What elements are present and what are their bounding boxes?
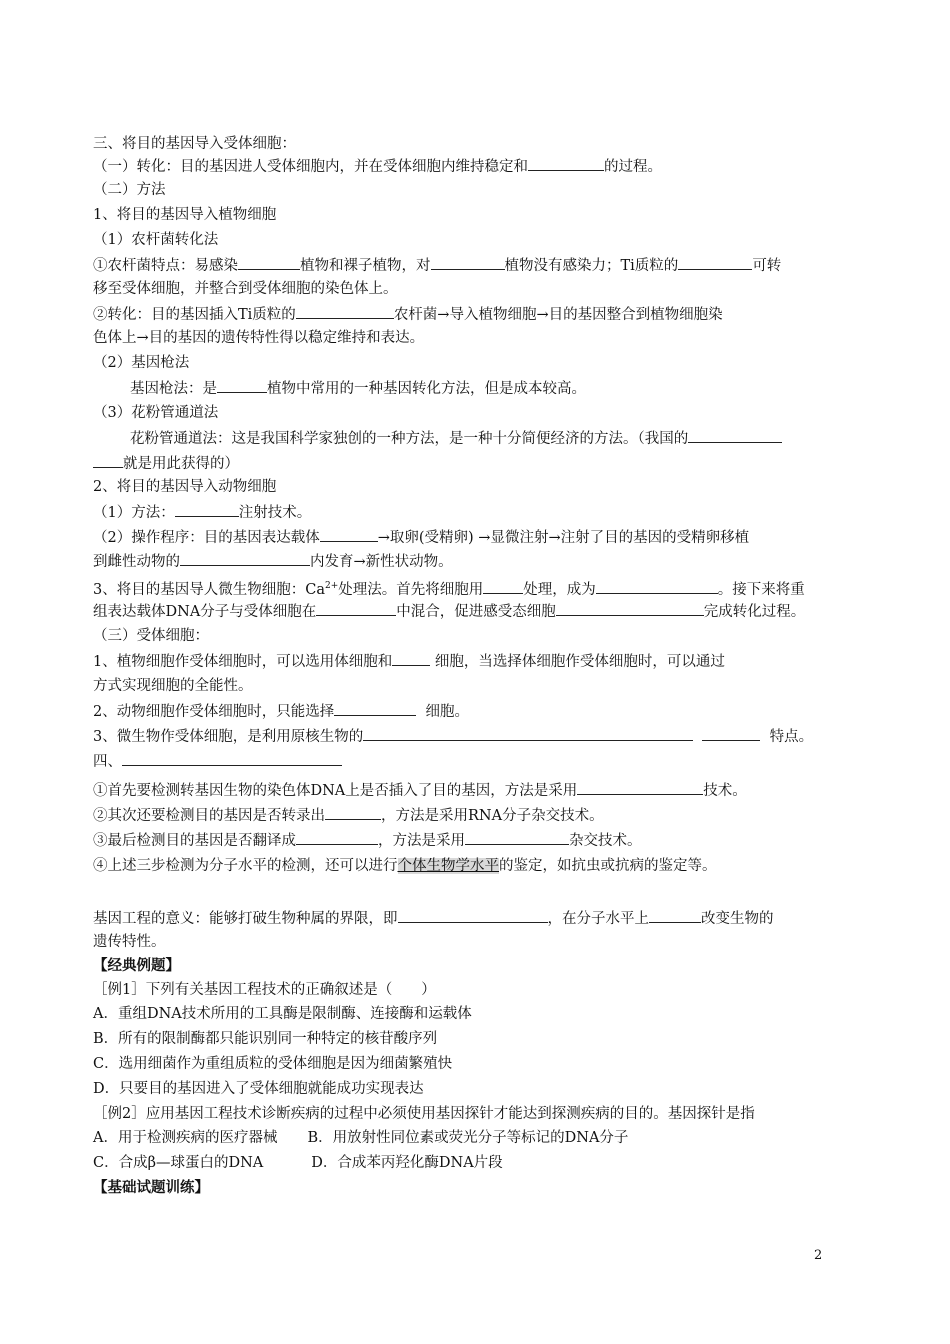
practice-heading: 【基础试题训练】 (93, 1179, 209, 1196)
blank (431, 255, 505, 270)
text: 技术。 (703, 783, 747, 799)
blank (363, 726, 693, 741)
section-4-title (93, 751, 342, 772)
text: （2）操作程序：目的基因表达载体 (93, 530, 320, 546)
microbe-line (93, 576, 805, 600)
text: 中混合，促进感受态细胞 (396, 604, 556, 620)
agro-transform-line (93, 304, 723, 325)
text: →取卵(受精卵) →显微注射→注射了目的基因的受精卵移植 (377, 530, 750, 546)
blank (217, 378, 267, 393)
animal-procedure-line (93, 527, 749, 548)
text: 植物中常用的一种基因转化方法，但是成本较高。 (267, 381, 586, 397)
superscript: 2+ (324, 581, 339, 591)
agro-heading: （1）农杆菌转化法 (93, 232, 219, 248)
text: 细胞，当选择体细胞作受体细胞时，可以通过 (434, 654, 725, 670)
text: 改变生物的 (701, 911, 774, 927)
text: 的过程。 (604, 159, 662, 175)
blank (596, 579, 718, 594)
text: 。接下来将重 (717, 581, 805, 598)
text: A．用于检测疾病的医疗器械 (93, 1130, 278, 1146)
text: D．合成苯丙羟化酶DNA片段 (311, 1155, 503, 1171)
pollen-heading: （3）花粉管通道法 (93, 405, 219, 421)
blank (320, 527, 378, 542)
microbe-cont (93, 601, 805, 622)
text: 基因工程的意义：能够打破生物种属的界限，即 (93, 911, 398, 927)
blank (577, 780, 703, 795)
agro-features-cont: 移至受体细胞，并整合到受体细胞的染色体上。 (93, 281, 398, 297)
blank (238, 255, 300, 270)
blank (398, 908, 548, 923)
example-1-option-c: C．选用细菌作为重组质粒的受体细胞是因为细菌繁殖快 (93, 1056, 453, 1072)
text: 植物没有感染力；Ti质粒的 (504, 258, 679, 274)
text: 2、动物细胞作受体细胞时，只能选择 (93, 704, 335, 720)
blank (180, 551, 310, 566)
receptor-plant-cont: 方式实现细胞的全能性。 (93, 678, 253, 694)
text: 的鉴定，如抗虫或抗病的鉴定等。 (499, 858, 717, 874)
blank (678, 255, 752, 270)
highlighted-text: 个体生物学水平 (397, 858, 499, 874)
blank (316, 601, 396, 616)
example-1-option-b: B．所有的限制酶都只能识别同一种特定的核苷酸序列 (93, 1031, 438, 1047)
blank (334, 701, 416, 716)
blank (528, 156, 604, 171)
animal-method-line (93, 502, 311, 523)
example-2-options-cd (93, 1153, 503, 1173)
blank (93, 453, 123, 468)
detect-2-line (93, 805, 604, 826)
transform-line (93, 156, 662, 177)
example-2-question: ［例2］应用基因工程技术诊断疾病的过程中必须使用基因探针才能达到探测疾病的目的。基因探针是指 (93, 1106, 755, 1122)
page-number: 2 (814, 1248, 823, 1263)
detect-3-line (93, 830, 642, 851)
blank (392, 651, 430, 666)
text: 注射技术。 (238, 505, 312, 521)
text: ，方法是采用RNA分子杂交技术。 (381, 808, 604, 824)
text: ②转化：目的基因插入Ti质粒的 (93, 307, 296, 323)
blank (702, 726, 760, 741)
text: 四、 (93, 754, 122, 770)
text: 花粉管通道法：这是我国科学家独创的一种方法，是一种十分简便经济的方法。（我国的 (130, 431, 689, 447)
blank (483, 579, 523, 594)
text: 可转 (752, 258, 782, 274)
blank (296, 304, 394, 319)
text: 细胞。 (425, 704, 469, 720)
section-3-title: 三、将目的基因导入受体细胞： (93, 136, 296, 152)
text: 就是用此获得的） (123, 456, 239, 472)
receptor-animal-line (93, 701, 469, 722)
receptor-heading: （三）受体细胞： (93, 628, 209, 644)
text: 杂交技术。 (569, 833, 642, 849)
agro-transform-cont: 色体上→目的基因的遗传特性得以稳定维持和表达。 (93, 330, 425, 346)
text: ①首先要检测转基因生物的染色体DNA上是否插入了目的基因，方法是采用 (93, 783, 578, 799)
text: 特点。 (769, 729, 814, 745)
text: 处理，成为 (523, 581, 596, 598)
example-2-options-ab (93, 1128, 628, 1148)
gene-gun-line (130, 378, 586, 399)
blank (649, 908, 701, 923)
blank (465, 830, 569, 845)
text: 基因枪法：是 (130, 381, 217, 397)
animal-heading: 2、将目的基因导入动物细胞 (93, 479, 277, 495)
pollen-line (130, 428, 782, 449)
blank (175, 502, 239, 517)
text: B．用放射性同位素或荧光分子等标记的DNA分子 (307, 1130, 629, 1146)
text: 农杆菌→导入植物细胞→目的基因整合到植物细胞染 (393, 307, 723, 323)
agro-features-line (93, 255, 781, 276)
significance-cont: 遗传特性。 (93, 934, 166, 950)
text: 1、植物细胞作受体细胞时，可以选用体细胞和 (93, 654, 393, 670)
animal-procedure-cont (93, 551, 453, 572)
text: ①农杆菌特点：易感染 (93, 258, 238, 274)
text: （一）转化：目的基因进人受体细胞内，并在受体细胞内维持稳定和 (93, 159, 528, 175)
detect-1-line (93, 780, 747, 801)
text: ②其次还要检测目的基因是否转录出 (93, 808, 325, 824)
example-1-question: ［例1］下列有关基因工程技术的正确叙述是（ ） (93, 982, 436, 998)
text: ，方法是采用 (378, 833, 465, 849)
blank (296, 830, 378, 845)
blank (688, 428, 782, 443)
text: 组表达载体DNA分子与受体细胞在 (93, 604, 317, 620)
blank (122, 751, 342, 766)
text: 处理法。首先将细胞用 (338, 581, 484, 598)
blank (556, 601, 704, 616)
blank (325, 805, 381, 820)
text: 植物和裸子植物，对 (300, 258, 431, 274)
text: ，在分子水平上 (547, 911, 649, 927)
receptor-microbe-line (93, 726, 813, 747)
plant-heading: 1、将目的基因导入植物细胞 (93, 207, 277, 223)
text: ③最后检测目的基因是否翻译成 (93, 833, 296, 849)
text: ④上述三步检测为分子水平的检测，还可以进行 (93, 858, 398, 874)
examples-heading: 【经典例题】 (93, 957, 180, 974)
gene-gun-heading: （2）基因枪法 (93, 355, 190, 371)
detect-4-line (93, 856, 717, 876)
receptor-plant-line (93, 651, 725, 672)
methods-heading: （二）方法 (93, 182, 166, 198)
text: 3、微生物作受体细胞，是利用原核生物的 (93, 729, 364, 745)
text: （1）方法： (93, 505, 175, 521)
text: 3、将目的基因导人微生物细胞：Ca (93, 581, 325, 598)
text: C．合成β—球蛋白的DNA (93, 1155, 264, 1171)
significance-line (93, 908, 774, 929)
example-1-option-a: A．重组DNA技术所用的工具酶是限制酶、连接酶和运载体 (93, 1006, 472, 1022)
pollen-cont (93, 453, 239, 474)
text: 到雌性动物的 (93, 554, 180, 570)
text: 内发育→新性状动物。 (310, 554, 453, 570)
text: 完成转化过程。 (703, 604, 806, 620)
example-1-option-d: D．只要目的基因进入了受体细胞就能成功实现表达 (93, 1081, 424, 1097)
